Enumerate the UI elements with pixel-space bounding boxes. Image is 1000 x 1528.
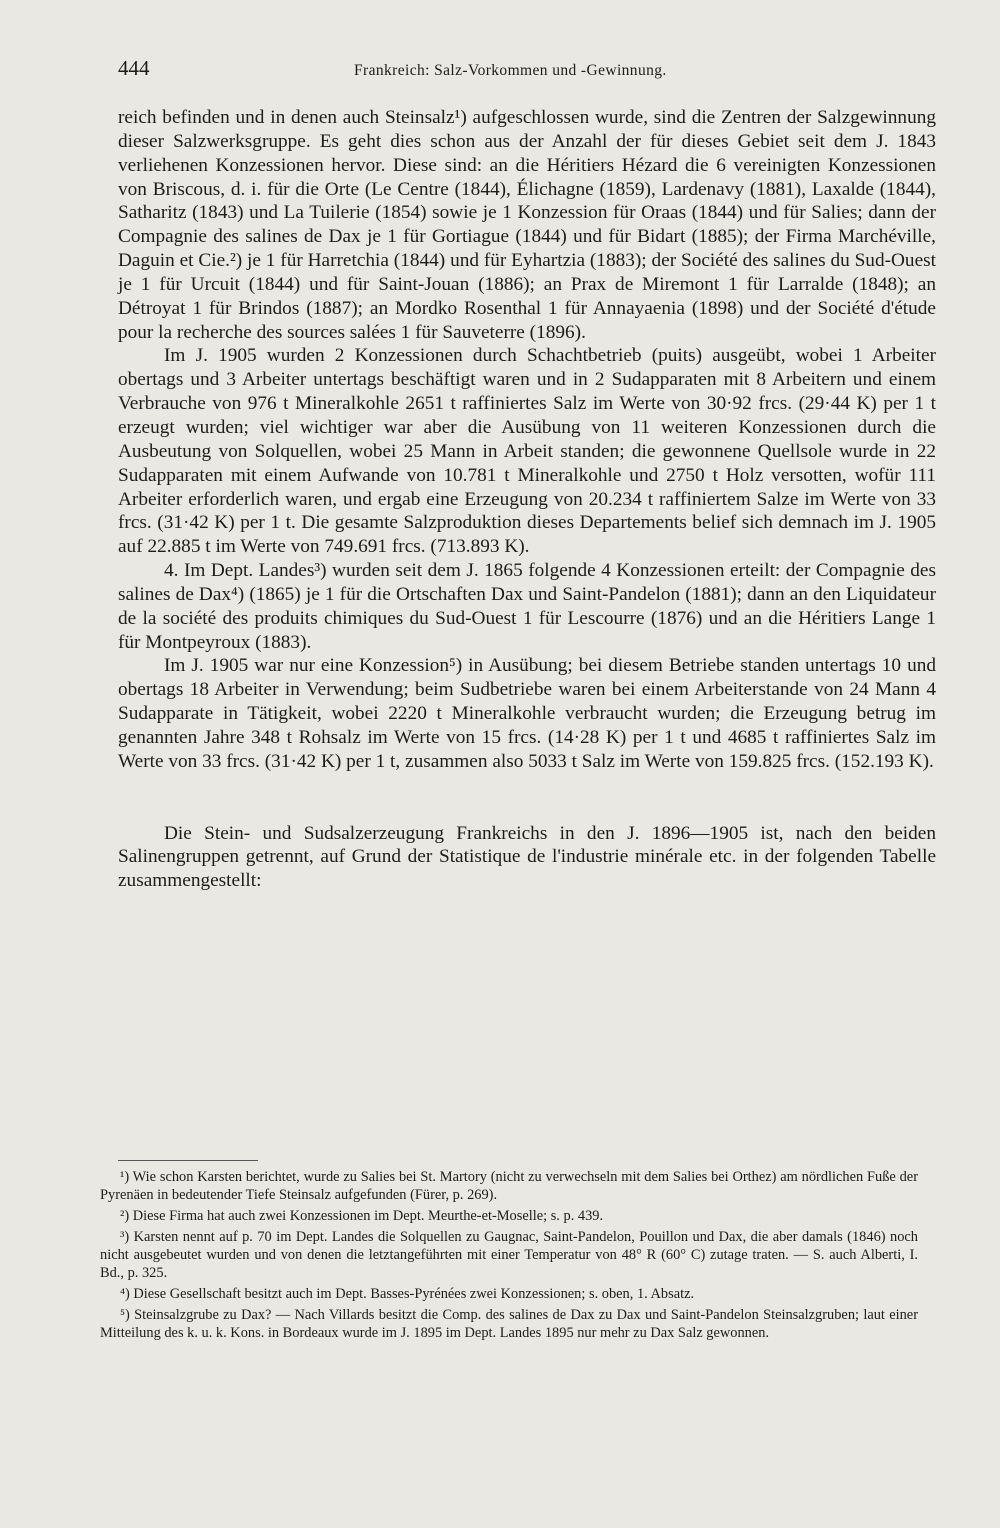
footnote-2: ²) Diese Firma hat auch zwei Konzessionen im Dept. Meurthe-et-Moselle; s. p. 439. bbox=[120, 1208, 604, 1224]
footnote-1: ¹) Wie schon Karsten berichtet, wurde zu Salies bei St. Martory (nicht zu verwechseln mit dem Salies bei Orthez) am nördlichen Fuße der Pyrenäen in bedeutender Tiefe Steinsalz aufgefunden (Fürer, p. 269). bbox=[100, 1169, 918, 1203]
footnote-4: ⁴) Diese Gesellschaft besitzt auch im Dept. Basses-Pyrénées zwei Konzessionen; s. oben, 1. Absatz. bbox=[120, 1286, 695, 1302]
footnote-3: ³) Karsten nennt auf p. 70 im Dept. Landes die Solquellen zu Gaugnac, Saint-Pandelon, Pouillon und Dax, die aber damals (1846) noch nicht ausgebeutet wurden und von denen die letztangeführten mit einer Temperatur von 48° R (60° C) zutage traten. — S. auch Alberti, I. Bd., p. 325. bbox=[100, 1229, 918, 1281]
paragraph-table-intro: Die Stein- und Sudsalzerzeugung Frankreichs in den J. 1896—1905 ist, nach den beiden Salinengruppen getrennt, auf Grund der Statistique de l'industrie minérale etc. in der folgenden Tabelle zusammengestellt: bbox=[118, 822, 936, 892]
footnote-divider bbox=[118, 1160, 258, 1161]
footnote-5: ⁵) Steinsalzgrube zu Dax? — Nach Villards besitzt die Comp. des salines de Dax zu Dax und Saint-Pandelon Steinsalzgruben; laut einer Mitteilung des k. u. k. Kons. in Bordeaux wurde im J. 1895 im Dept. Landes 1895 nur mehr zu Dax Salz gewonnen. bbox=[100, 1307, 918, 1341]
main-text bbox=[118, 106, 936, 893]
footnotes bbox=[100, 1168, 918, 1345]
page-number: 444 bbox=[118, 56, 150, 80]
page-header bbox=[118, 56, 936, 86]
paragraph-briscous-concessions: reich befinden und in denen auch Steinsalz¹) aufgeschlossen wurde, sind die Zentren der Salzgewinnung dieser Salzwerksgruppe. Es geht dies schon aus der Anzahl der für dieses Gebiet seit dem J. 1843 verliehenen Konzessionen hervor. Diese sind: an die Héritiers Hézard die 6 vereinigten Konzessionen von Briscous, d. i. für die Orte (Le Centre (1844), Élichagne (1859), Lardenavy (1881), Laxalde (1844), Satharitz (1843) und La Tuilerie (1854) sowie je 1 Konzession für Oraas (1844) und für Salies; dann der Compagnie des salines de Dax je 1 für Gortiague (1844) und für Bidart (1885); der Firma Marchéville, Daguin et Cie.²) je 1 für Harretchia (1844) und für Eyhartzia (1883); der Société des salines du Sud-Ouest je 1 für Urcuit (1844) und für Saint-Jouan (1886); an Prax de Miremont 1 für Larralde (1848); an Détroyat 1 für Brindos (1887); an Mordko Rosenthal 1 für Annayaenia (1898) und der Société d'étude pour la recherche des sources salées 1 für Sauveterre (1896). bbox=[118, 107, 936, 343]
running-title: Frankreich: Salz-Vorkommen und -Gewinnung. bbox=[354, 62, 667, 79]
paragraph-production-1905: Im J. 1905 wurden 2 Konzessionen durch Schachtbetrieb (puits) ausgeübt, wobei 1 Arbeiter obertags und 3 Arbeiter untertags beschäftigt waren und in 2 Sudapparaten mit 8 Arbeitern und einem Verbrauche von 976 t Mineralkohle 2651 t raffiniertes Salz im Werte von 30·92 frcs. (29·44 K) per 1 t erzeugt wurden; viel wichtiger war aber die Ausübung von 11 weiteren Konzessionen durch die Ausbeutung von Solquellen, wobei 25 Mann in Arbeit standen; die gewonnene Quellsole wurde in 22 Sudapparaten mit einem Aufwande von 10.781 t Mineralkohle und 2750 t Holz versotten, wofür 111 Arbeiter erforderlich waren, und ergab eine Erzeugung von 20.234 t raffiniertem Salze im Werte von 33 frcs. (31·42 K) per 1 t. Die gesamte Salzproduktion dieses Departements belief sich demnach im J. 1905 auf 22.885 t im Werte von 749.691 frcs. (713.893 K). bbox=[118, 345, 936, 558]
paragraph-landes-1905: Im J. 1905 war nur eine Konzession⁵) in Ausübung; bei diesem Betriebe standen untertags 10 und obertags 18 Arbeiter in Verwendung; beim Sudbetriebe waren bei einem Arbeiterstande von 24 Mann 4 Sudapparate in Tätigkeit, wobei 2220 t Mineralkohle verbraucht wurden; die Erzeugung betrug im genannten Jahre 348 t Rohsalz im Werte von 15 frcs. (14·28 K) per 1 t und 4685 t raffiniertes Salz im Werte von 33 frcs. (31·42 K) per 1 t, zusammen also 5033 t Salz im Werte von 159.825 frcs. (152.193 K). bbox=[118, 655, 936, 772]
paragraph-dept-landes: 4. Im Dept. Landes³) wurden seit dem J. 1865 folgende 4 Konzessionen erteilt: der Compagnie des salines de Dax⁴) (1865) je 1 für die Ortschaften Dax und Saint-Pandelon (1881); dann an den Liquidateur de la société des produits chimiques du Sud-Ouest 1 für Lescourre (1876) und an die Héritiers Lange 1 für Montpeyroux (1883). bbox=[118, 560, 936, 653]
